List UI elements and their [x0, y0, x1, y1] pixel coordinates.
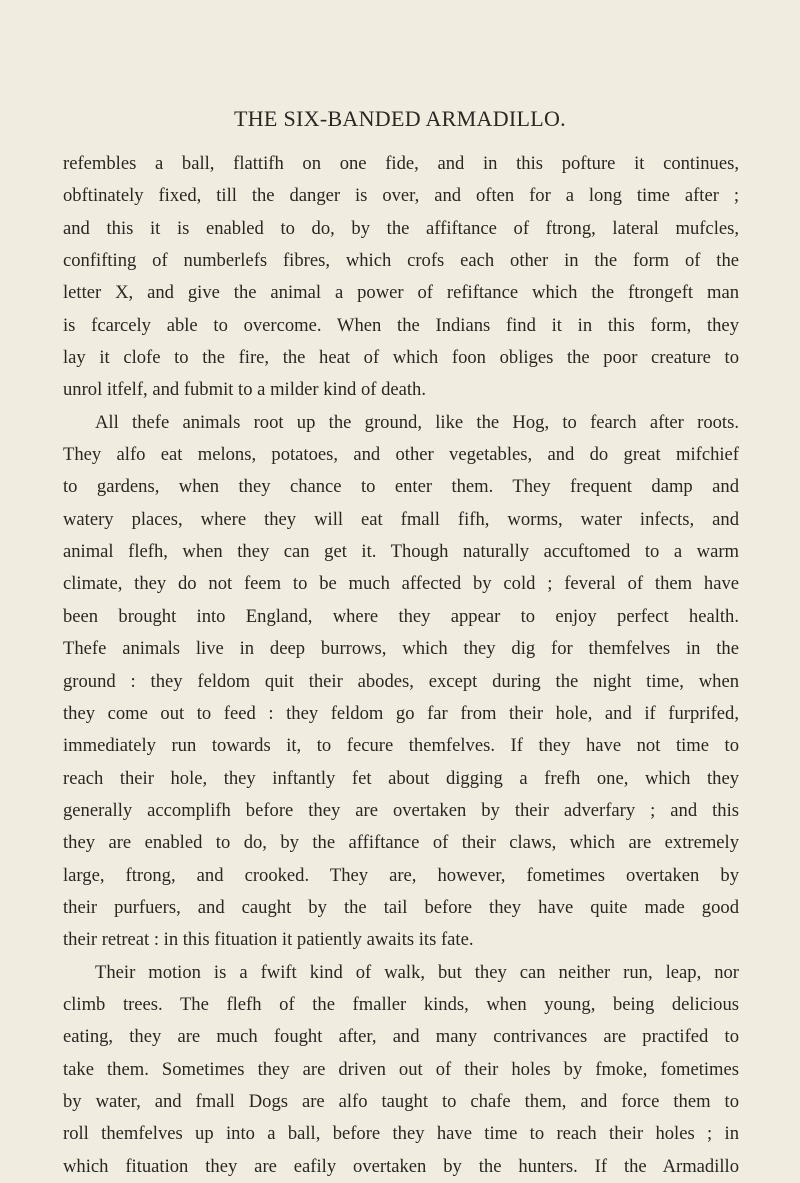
text-line: by water, and fmall Dogs are alfo taught to chafe them, and force them to	[63, 1090, 739, 1112]
text-line: immediately run towards it, to fecure themfelves. If they have not time to	[63, 735, 739, 757]
text-line: is fcarcely able to overcome. When the Indians find it in this form, they	[63, 314, 739, 336]
running-head: THE SIX-BANDED ARMADILLO.	[234, 106, 566, 131]
text-line: They alfo eat melons, potatoes, and other vegetables, and do great mifchief	[63, 444, 739, 466]
text-line: climate, they do not feem to be much affected by cold ; feveral of them have	[63, 573, 739, 595]
text-line: generally accomplifh before they are overtaken by their adverfary ; and this	[63, 799, 739, 821]
text-line: they come out to feed : they feldom go far from their hole, and if furprifed,	[63, 702, 739, 724]
text-line: refembles a ball, flattifh on one fide, and in this pofture it continues,	[63, 153, 739, 174]
text-line: watery places, where they will eat fmall fifh, worms, water infects, and	[63, 508, 739, 530]
text-line: animal flefh, when they can get it. Though naturally accuftomed to a warm	[63, 541, 739, 563]
text-line: Thefe animals live in deep burrows, which they dig for themfelves in the	[63, 638, 739, 660]
text-line: confifting of numberlefs fibres, which crofs each other in the form of the	[63, 250, 739, 272]
text-line: been brought into England, where they appear to enjoy perfect health.	[63, 605, 739, 627]
text-line: they are enabled to do, by the affiftance of their claws, which are extremely	[63, 832, 739, 854]
text-line: letter X, and give the animal a power of refiftance which the ftrongeft man	[63, 282, 739, 304]
text-line: Their motion is a fwift kind of walk, but they can neither run, leap, nor	[95, 961, 739, 983]
text-line: take them. Sometimes they are driven out of their holes by fmoke, fometimes	[63, 1058, 739, 1080]
text-line: roll themfelves up into a ball, before they have time to reach their holes ; in	[63, 1123, 739, 1145]
text-line: All thefe animals root up the ground, like the Hog, to fearch after roots.	[95, 411, 739, 433]
text-line: climb trees. The flefh of the fmaller kinds, when young, being delicious	[63, 993, 739, 1015]
text-line: eating, they are much fought after, and many contrivances are practifed to	[63, 1026, 739, 1048]
text-line: their purfuers, and caught by the tail before they have quite made good	[63, 896, 739, 918]
text-line: large, ftrong, and crooked. They are, however, fometimes overtaken by	[63, 864, 739, 886]
text-line: obftinately fixed, till the danger is over, and often for a long time after ;	[63, 185, 739, 207]
body-text	[63, 148, 739, 1183]
text-line: ground : they feldom quit their abodes, except during the night time, when	[63, 670, 739, 692]
text-line: reach their hole, they inftantly fet about digging a frefh one, which they	[63, 767, 739, 789]
text-line: to gardens, when they chance to enter them. They frequent damp and	[63, 476, 739, 498]
text-line: their retreat : in this fituation it patiently awaits its fate.	[63, 929, 474, 951]
text-line: lay it clofe to the fire, the heat of which foon obliges the poor creature to	[63, 347, 739, 369]
text-line: and this it is enabled to do, by the affiftance of ftrong, lateral mufcles,	[63, 217, 739, 239]
text-line: which fituation they are eafily overtaken by the hunters. If the Armadillo	[63, 1155, 739, 1177]
text-line: unrol itfelf, and fubmit to a milder kind of death.	[63, 379, 427, 401]
